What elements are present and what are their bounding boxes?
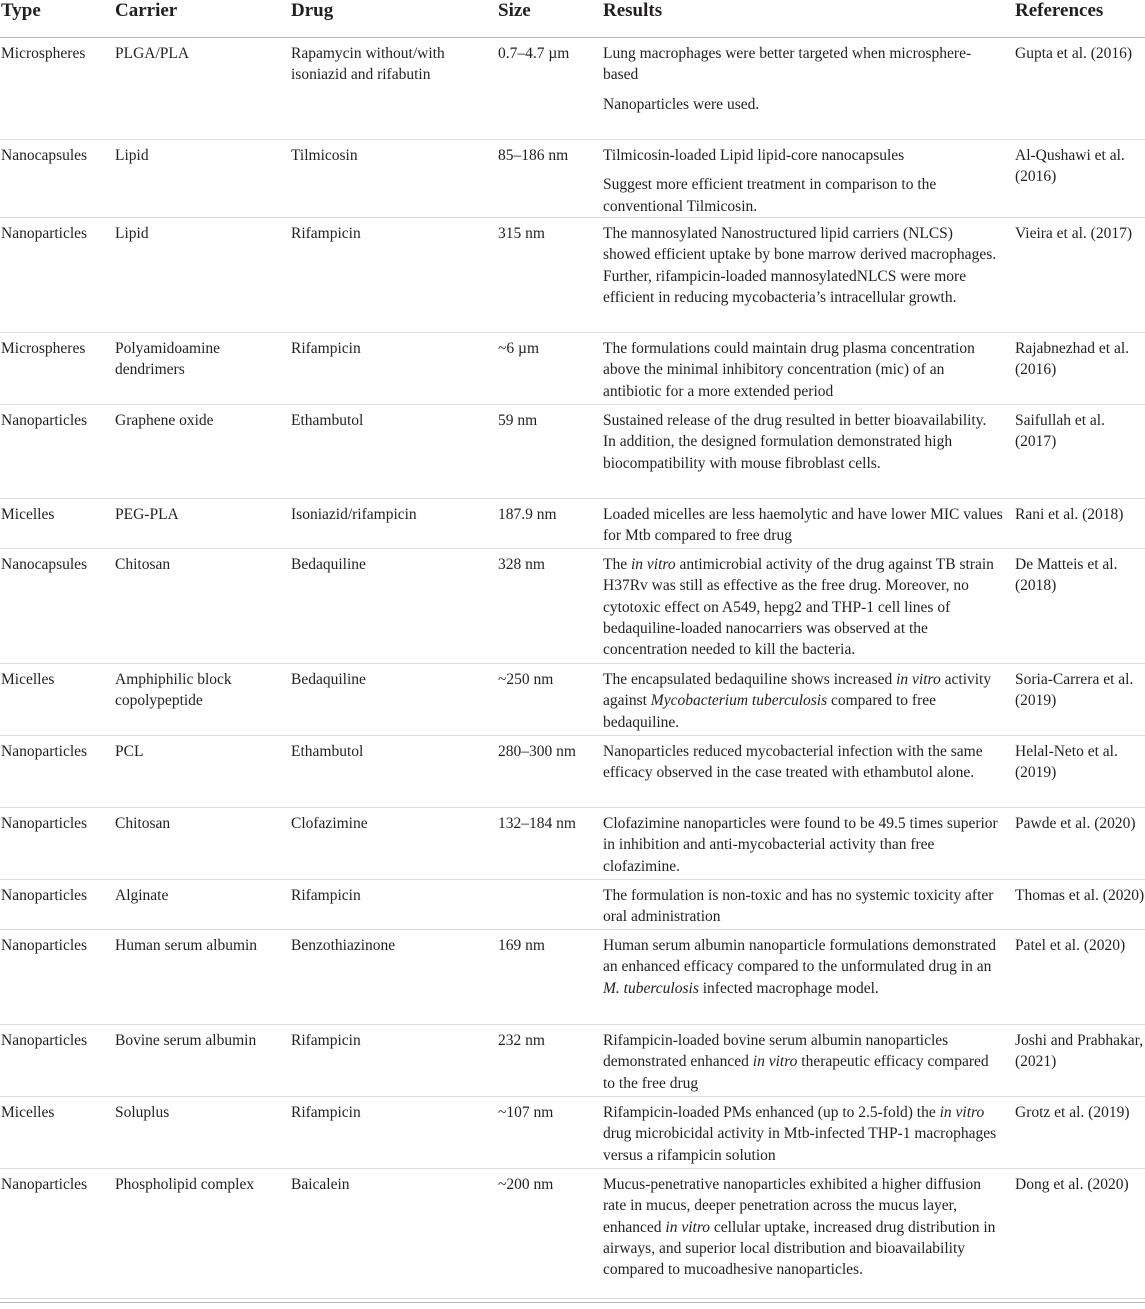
italic-term: in vitro xyxy=(665,1218,711,1236)
cell-results xyxy=(603,808,1003,877)
cell-type: Microspheres xyxy=(1,45,86,62)
cell-carrier: PCL xyxy=(115,743,144,760)
header-drug: Drug xyxy=(291,0,334,21)
result-paragraph: Loaded micelles are less haemolytic and have lower MIC values for Mtb compared to free drug xyxy=(603,506,1003,545)
table-row xyxy=(0,664,1145,736)
cell-type: Nanoparticles xyxy=(1,1032,88,1049)
table-row xyxy=(0,333,1145,405)
cell-results xyxy=(603,549,1003,660)
cell-size: 169 nm xyxy=(498,937,545,954)
cell-size: 232 nm xyxy=(498,1032,545,1049)
cell-drug: Ethambutol xyxy=(291,743,364,760)
header-carrier: Carrier xyxy=(115,0,178,21)
cell-carrier: Amphiphilic block copolypeptide xyxy=(115,671,232,710)
cell-references: Rani et al. (2018) xyxy=(1015,506,1124,523)
cell-references: Pawde et al. (2020) xyxy=(1015,815,1136,832)
result-paragraph: Sustained release of the drug resulted in better bioavailability. In addition, the designed formulation demonstrated high biocompatibility with mouse fibroblast cells. xyxy=(603,412,987,472)
result-paragraph: The encapsulated bedaquiline shows increased in vitro activity against Mycobacterium tuberculosis compared to free bedaquiline. xyxy=(603,671,992,731)
cell-size: 187.9 nm xyxy=(498,506,557,523)
cell-results xyxy=(603,405,1003,474)
cell-references: Soria-Carrera et al. (2019) xyxy=(1015,671,1134,710)
cell-type: Nanoparticles xyxy=(1,412,88,429)
cell-references: Dong et al. (2020) xyxy=(1015,1176,1129,1193)
cell-results xyxy=(603,930,1003,999)
cell-drug: Tilmicosin xyxy=(291,147,358,164)
result-paragraph: Nanoparticles were used. xyxy=(603,95,760,113)
cell-size xyxy=(498,880,598,885)
cell-results xyxy=(603,1169,1003,1280)
cell-results xyxy=(603,1097,1003,1166)
result-paragraph: Rifampicin-loaded bovine serum albumin nanoparticles demonstrated enhanced in vitro therapeutic efficacy compared to the free drug xyxy=(603,1032,989,1092)
cell-drug: Rifampicin xyxy=(291,1032,361,1049)
result-paragraph: Suggest more efficient treatment in comparison to the conventional Tilmicosin. xyxy=(603,176,937,215)
result-paragraph: The mannosylated Nanostructured lipid carriers (NLCS) showed efficient uptake by bone marrow derived macrophages. Further, rifampicin-loaded mannosylatedNLCS were more efficient in reducing mycobacteria’s intracellular growth. xyxy=(603,225,997,306)
cell-carrier: Lipid xyxy=(115,147,149,164)
cell-size: 328 nm xyxy=(498,556,545,573)
result-paragraph: Nanoparticles reduced mycobacterial infection with the same efficacy observed in the case treated with ethambutol alone. xyxy=(603,743,983,782)
result-paragraph: The formulations could maintain drug plasma concentration above the minimal inhibitory concentration (mic) of an antibiotic for a more extended period xyxy=(603,340,975,400)
result-paragraph: Tilmicosin-loaded Lipid lipid-core nanocapsules xyxy=(603,147,905,164)
cell-size: ~6 µm xyxy=(498,340,539,357)
table-row xyxy=(0,38,1145,140)
cell-carrier: Chitosan xyxy=(115,815,171,832)
table-row xyxy=(0,1097,1145,1169)
cell-type: Nanoparticles xyxy=(1,887,88,904)
cell-size: ~200 nm xyxy=(498,1176,554,1193)
cell-results xyxy=(603,38,1003,115)
header-references: References xyxy=(1015,0,1104,21)
cell-carrier: Phospholipid complex xyxy=(115,1176,255,1193)
cell-results xyxy=(603,218,1003,308)
header-type: Type xyxy=(1,0,41,21)
cell-type: Micelles xyxy=(1,671,55,688)
italic-term: in vitro xyxy=(939,1104,985,1121)
cell-size: ~107 nm xyxy=(498,1104,554,1121)
table-body xyxy=(0,38,1145,1299)
table-header xyxy=(0,0,1145,38)
cell-drug: Bedaquiline xyxy=(291,671,366,688)
cell-results xyxy=(603,880,1003,928)
cell-size: 280–300 nm xyxy=(498,743,576,760)
cell-drug: Rifampicin xyxy=(291,887,361,904)
cell-size: ~250 nm xyxy=(498,671,554,688)
cell-results xyxy=(603,140,1003,217)
table-row xyxy=(0,1169,1145,1299)
cell-carrier: Graphene oxide xyxy=(115,412,214,429)
cell-references: Al-Qushawi et al. (2016) xyxy=(1015,147,1125,186)
cell-references: Vieira et al. (2017) xyxy=(1015,225,1132,242)
cell-carrier: PLGA/PLA xyxy=(115,45,190,62)
cell-drug: Ethambutol xyxy=(291,412,364,429)
cell-drug: Rifampicin xyxy=(291,340,361,357)
result-paragraph: The formulation is non-toxic and has no systemic toxicity after oral administration xyxy=(603,887,994,926)
cell-references: Rajabnezhad et al. (2016) xyxy=(1015,340,1130,379)
cell-results xyxy=(603,736,1003,784)
table-row xyxy=(0,218,1145,333)
cell-type: Micelles xyxy=(1,506,55,523)
italic-term: in vitro xyxy=(752,1053,798,1071)
table-row xyxy=(0,930,1145,1025)
cell-carrier: Human serum albumin xyxy=(115,937,258,954)
cell-type: Nanoparticles xyxy=(1,1176,88,1193)
cell-carrier: Lipid xyxy=(115,225,149,242)
italic-term: Mycobacterium tuberculosis xyxy=(650,692,828,710)
cell-type: Nanoparticles xyxy=(1,743,88,760)
cell-drug: Benzothiazinone xyxy=(291,937,396,954)
table-row xyxy=(0,1025,1145,1097)
cell-references: Gupta et al. (2016) xyxy=(1015,45,1133,62)
cell-carrier: Soluplus xyxy=(115,1104,170,1121)
cell-drug: Rifampicin xyxy=(291,1104,361,1121)
cell-results xyxy=(603,664,1003,733)
result-paragraph: The in vitro antimicrobial activity of the drug against TB strain H37Rv was still as effective as the free drug. Moreover, no cytotoxic effect on A549, hepg2 and THP-1 cell lines of bedaquiline-loaded nanocarriers was observed at the concentration needed to kill the bacteria. xyxy=(603,556,994,659)
table-row xyxy=(0,405,1145,499)
table-row xyxy=(0,499,1145,549)
header-size: Size xyxy=(498,0,531,21)
cell-references: Helal-Neto et al. (2019) xyxy=(1015,743,1118,782)
cell-type: Nanoparticles xyxy=(1,225,88,242)
cell-drug: Baicalein xyxy=(291,1176,350,1193)
cell-carrier: Polyamidoamine dendrimers xyxy=(115,340,221,379)
italic-term: M. tuberculosis xyxy=(603,979,699,997)
table-row xyxy=(0,549,1145,664)
cell-references: De Matteis et al. (2018) xyxy=(1015,556,1118,595)
cell-references: Thomas et al. (2020) xyxy=(1015,887,1145,904)
cell-results xyxy=(603,333,1003,402)
cell-type: Nanocapsules xyxy=(1,556,88,573)
cell-type: Microspheres xyxy=(1,340,86,357)
table-row xyxy=(0,736,1145,808)
cell-references: Saifullah et al. (2017) xyxy=(1015,412,1105,451)
cell-results xyxy=(603,499,1003,547)
result-paragraph: Clofazimine nanoparticles were found to be 49.5 times superior in inhibition and anti-mycobacterial activity than free clofazimine. xyxy=(603,815,998,875)
cell-drug: Rapamycin without/with isoniazid and rifabutin xyxy=(291,45,445,84)
result-paragraph: Lung macrophages were better targeted when microsphere-based xyxy=(603,45,972,84)
cell-carrier: PEG-PLA xyxy=(115,506,179,523)
cell-drug: Isoniazid/rifampicin xyxy=(291,506,417,523)
table-bottom-rule xyxy=(0,1302,1145,1303)
cell-carrier: Alginate xyxy=(115,887,169,904)
italic-term: in vitro xyxy=(630,556,676,573)
cell-size: 0.7–4.7 µm xyxy=(498,45,570,62)
cell-results xyxy=(603,1025,1003,1094)
cell-size: 59 nm xyxy=(498,412,538,429)
cell-drug: Rifampicin xyxy=(291,225,361,242)
cell-drug: Bedaquiline xyxy=(291,556,366,573)
header-results: Results xyxy=(603,0,663,21)
result-paragraph: Human serum albumin nanoparticle formulations demonstrated an enhanced efficacy compared to the unformulated drug in an M. tuberculosis infected macrophage model. xyxy=(603,937,996,997)
table-row xyxy=(0,880,1145,930)
cell-carrier: Chitosan xyxy=(115,556,171,573)
cell-size: 85–186 nm xyxy=(498,147,569,164)
table-row xyxy=(0,808,1145,880)
cell-size: 132–184 nm xyxy=(498,815,576,832)
cell-carrier: Bovine serum albumin xyxy=(115,1032,257,1049)
cell-type: Nanoparticles xyxy=(1,815,88,832)
cell-references: Joshi and Prabhakar, (2021) xyxy=(1015,1032,1144,1071)
cell-size: 315 nm xyxy=(498,225,545,242)
cell-type: Nanocapsules xyxy=(1,147,88,164)
result-paragraph: Rifampicin-loaded PMs enhanced (up to 2.5-fold) the in vitro drug microbicidal activity in Mtb-infected THP-1 macrophages versus a rifampicin solution xyxy=(603,1104,997,1164)
table-row xyxy=(0,140,1145,218)
cell-type: Micelles xyxy=(1,1104,55,1121)
cell-references: Patel et al. (2020) xyxy=(1015,937,1126,954)
italic-term: in vitro xyxy=(896,671,941,688)
result-paragraph: Mucus-penetrative nanoparticles exhibited a higher diffusion rate in mucus, deeper penetration across the mucus layer, enhanced in vitro cellular uptake, increased drug distribution in airways, and superior local distribution and bioavailability compared to mucoadhesive nanoparticles. xyxy=(603,1176,996,1279)
cell-type: Nanoparticles xyxy=(1,937,88,954)
cell-references: Grotz et al. (2019) xyxy=(1015,1104,1130,1121)
cell-drug: Clofazimine xyxy=(291,815,368,832)
